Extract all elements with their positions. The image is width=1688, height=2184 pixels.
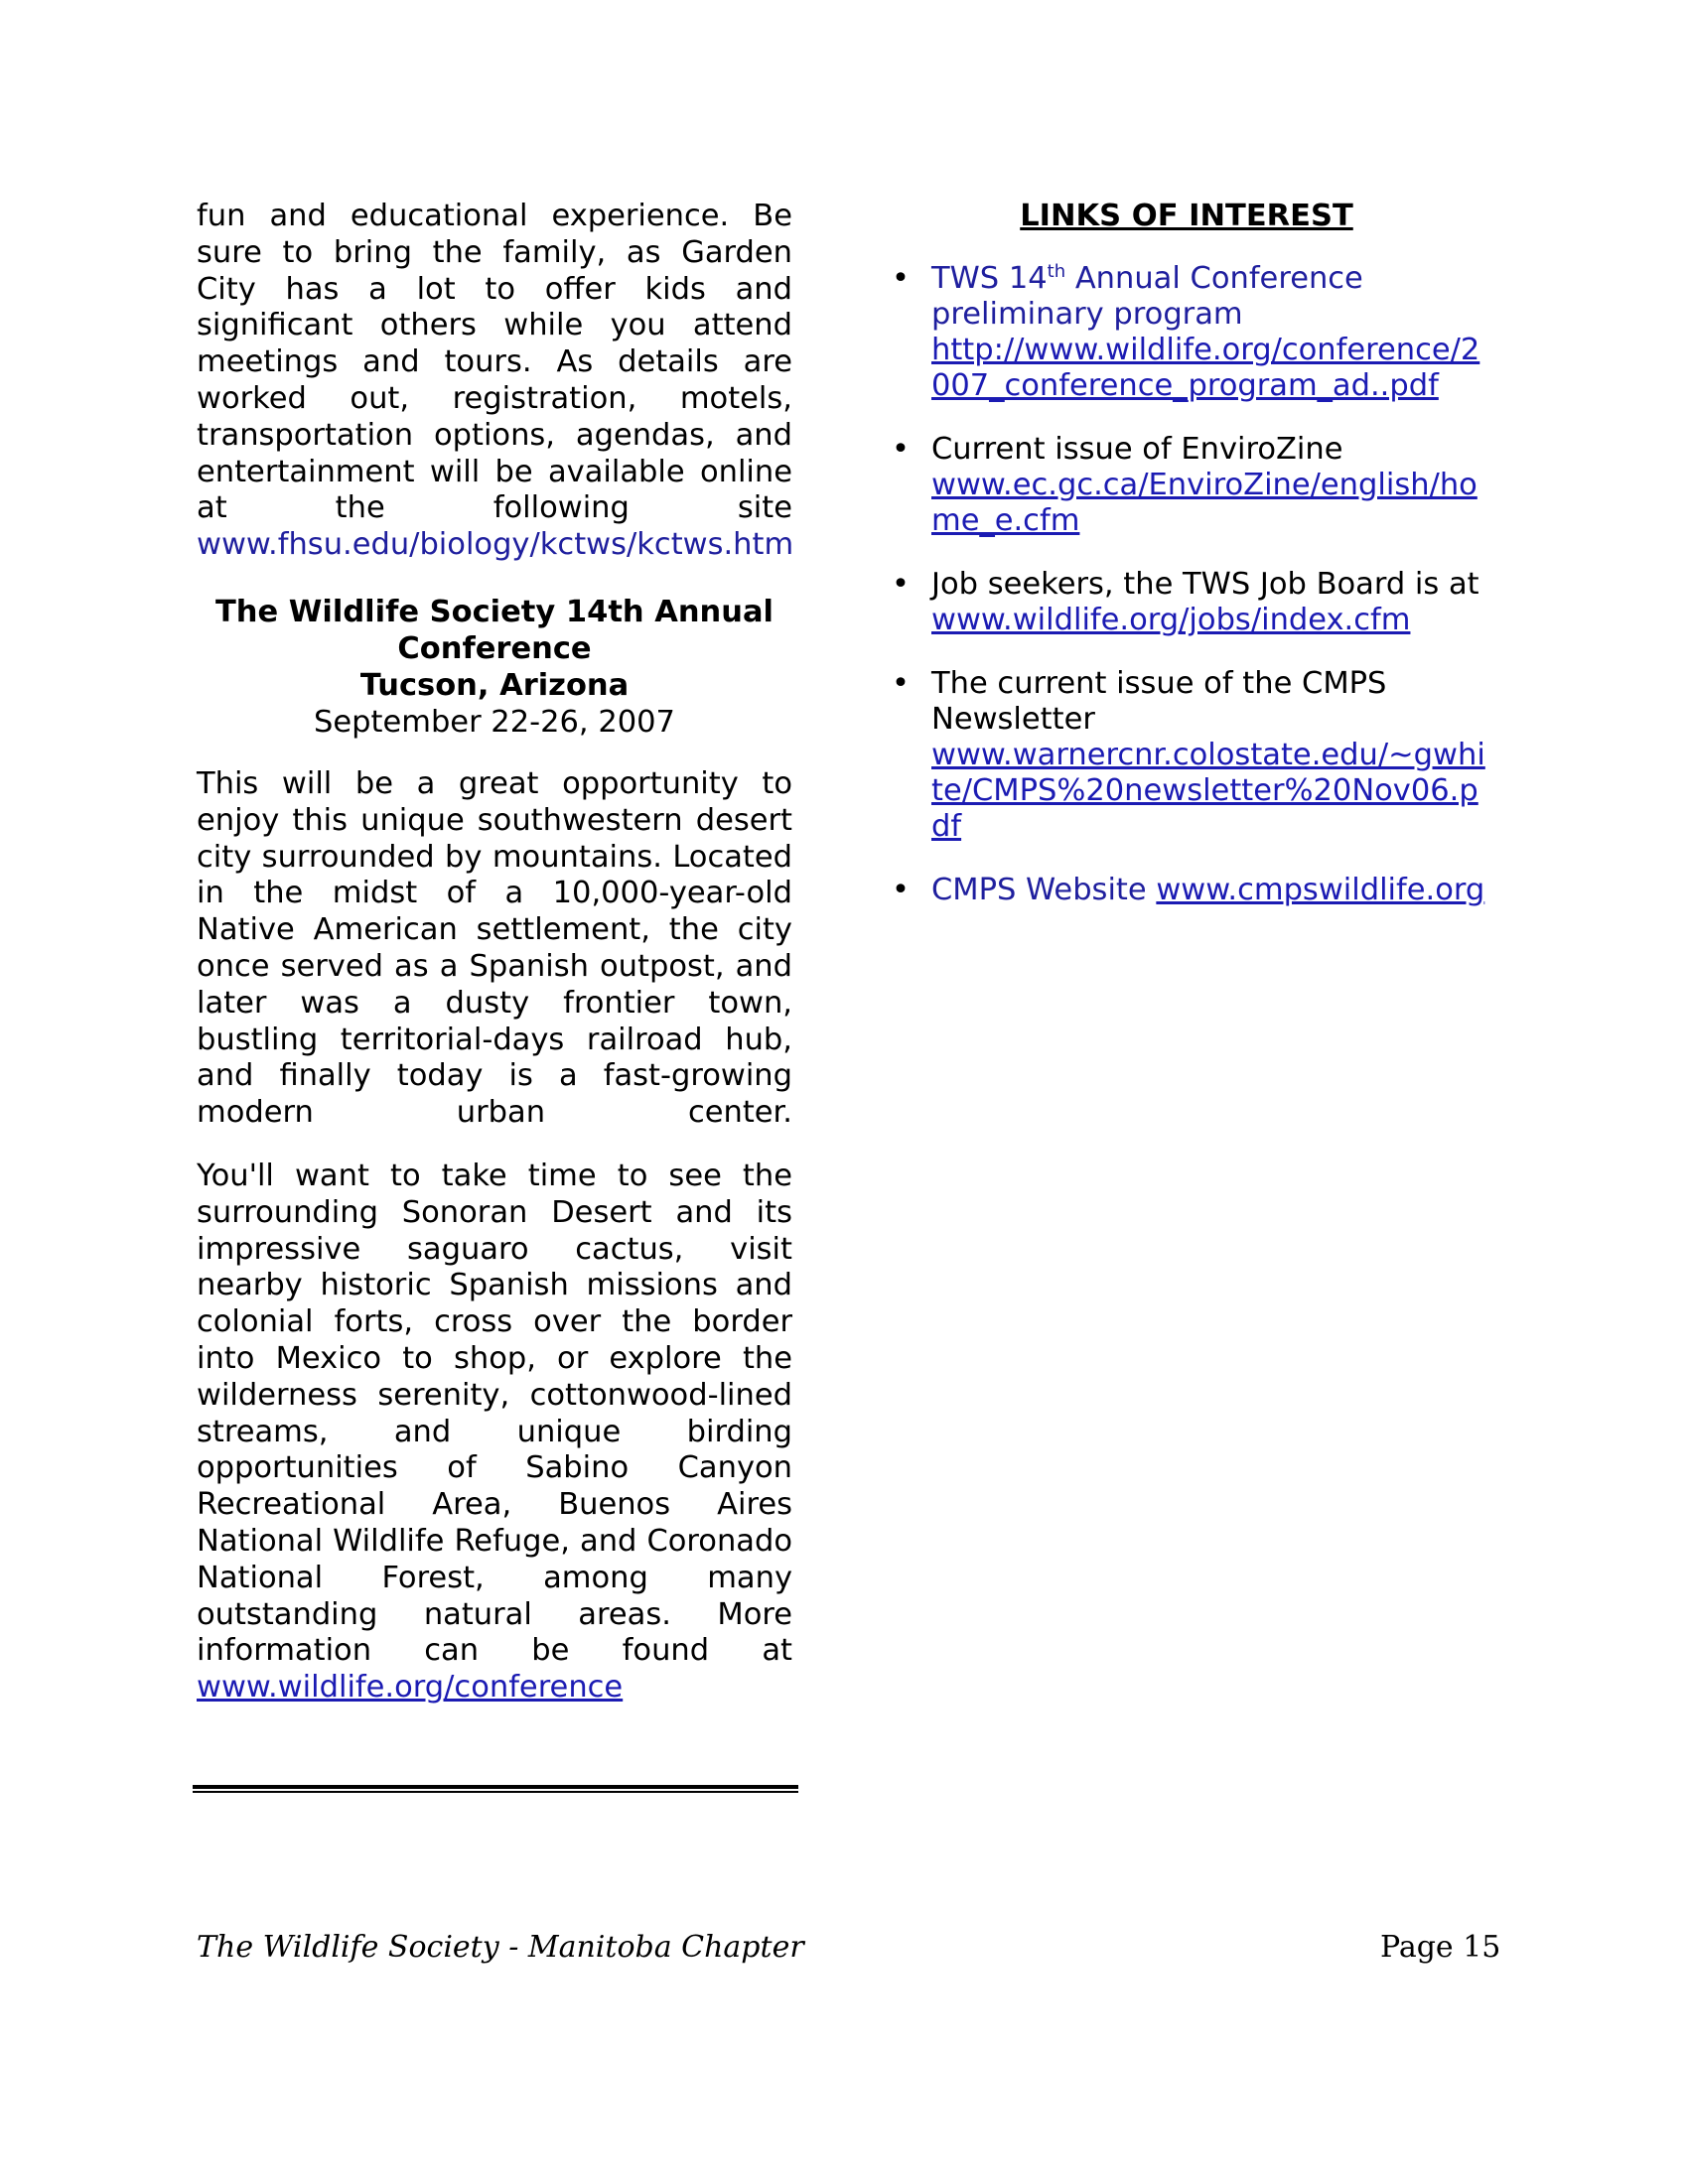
conference-date: September 22-26, 2007 xyxy=(314,704,675,740)
job-board-link[interactable]: www.wildlife.org/jobs/index.cfm xyxy=(931,603,1411,637)
links-list xyxy=(884,261,1489,908)
footer-page-number: Page 15 xyxy=(1380,1930,1501,1965)
right-column xyxy=(884,199,1489,936)
tucson-paragraph: This will be a great opportunity to enjoy this unique southwestern desert city surrounded by mountains. Located in the midst of a 10,000-year-old Native American settlement, the city once served as a Spanish outpost, and later was a dusty frontier town, bustling territorial-days railroad hub, and finally today is a fast-growing modern urban center. xyxy=(197,765,792,1131)
list-item xyxy=(884,432,1489,539)
left-column xyxy=(197,199,792,1733)
list-item xyxy=(884,567,1489,638)
footer-chapter-name: The Wildlife Society - Manitoba Chapter xyxy=(197,1930,804,1965)
sonoran-text: You'll want to take time to see the surrounding Sonoran Desert and its impressive saguaro cactus, visit nearby historic Spanish missions and colonial forts, cross over the border into Mexico to shop, or explore the wilderness serenity, cottonwood-lined streams, and unique birding opportunities of Sabino Canyon Recreational Area, Buenos Aires National Wildlife Refuge, and Coronado National Forest, among many outstanding natural areas. More information can be found at xyxy=(197,1158,792,1669)
sonoran-paragraph xyxy=(197,1159,792,1706)
bullet-icon: • xyxy=(892,567,910,602)
intro-paragraph xyxy=(197,199,792,564)
fhsu-link[interactable]: www.fhsu.edu/biology/kctws/kctws.htm xyxy=(197,527,794,563)
wildlife-conference-link[interactable]: www.wildlife.org/conference xyxy=(197,1670,624,1706)
envirozine-link[interactable]: www.ec.gc.ca/EnviroZine/english/home_e.cfm xyxy=(931,468,1477,538)
cmps-newsletter-label: The current issue of the CMPS Newsletter xyxy=(931,666,1387,737)
conference-heading xyxy=(197,594,792,741)
conference-title: The Wildlife Society 14th Annual Conference xyxy=(214,594,774,666)
cmps-website-link[interactable]: www.cmpswildlife.org xyxy=(1156,873,1485,907)
bullet-icon: • xyxy=(892,666,910,701)
envirozine-label: Current issue of EnviroZine xyxy=(931,432,1343,467)
list-item xyxy=(884,873,1489,908)
double-rule-divider xyxy=(193,1785,798,1793)
list-item xyxy=(884,261,1489,404)
intro-text: fun and educational experience. Be sure to bring the family, as Garden City has a lot to offer kids and significant others while you attend meetings and tours. As details are worked out, registration, motels, transportation options, agendas, and entertainment will be available online at the following site xyxy=(197,199,792,526)
tws-program-link[interactable]: http://www.wildlife.org/conference/2007_conference_program_ad..pdf xyxy=(931,333,1480,403)
links-of-interest-title: LINKS OF INTEREST xyxy=(1020,199,1353,233)
cmps-website-label: CMPS Website xyxy=(931,873,1147,907)
cmps-newsletter-link[interactable]: www.warnercnr.colostate.edu/~gwhite/CMPS%20newsletter%20Nov06.pdf xyxy=(931,738,1485,844)
tws-conference-label: TWS 14th Annual Conference preliminary program xyxy=(931,260,1363,332)
list-item xyxy=(884,666,1489,845)
bullet-icon: • xyxy=(892,261,910,296)
bullet-icon: • xyxy=(892,873,910,907)
conference-location: Tucson, Arizona xyxy=(359,667,630,703)
job-board-label: Job seekers, the TWS Job Board is at xyxy=(931,567,1479,602)
bullet-icon: • xyxy=(892,432,910,467)
